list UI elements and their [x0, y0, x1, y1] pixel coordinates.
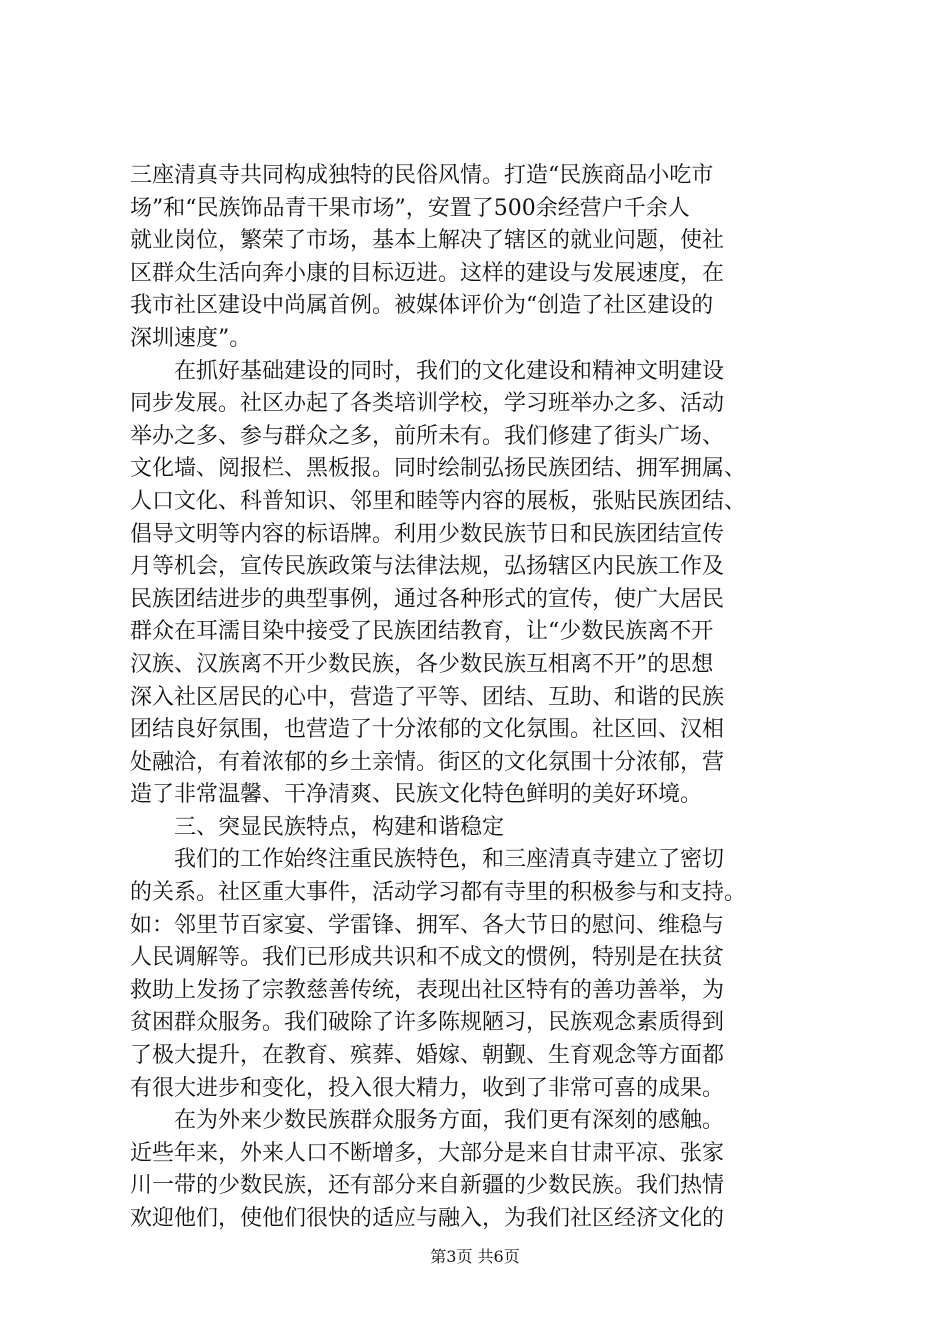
paragraph-migrant-services: 在为外来少数民族群众服务方面，我们更有深刻的感触。 近些年来，外来人口不断增多，大部分是来自甘肃平凉、张家 川一带的少数民族，还有部分来自新疆的少数民族。我们热情 欢迎他们，使他们很快的适应与融入，为我们社区经济文化的: [130, 1108, 725, 1231]
paragraph-culture: 在抓好基础建设的同时，我们的文化建设和精神文明建设 同步发展。社区办起了各类培训学校，学习班举办之多、活动 举办之多、参与群众之多，前所未有。我们修建了街头广场、 文化墙、阅报栏、黑板报。同时绘制弘扬民族团结、拥军拥属、 人口文化、科普知识、邻里和睦等内容的展板，张贴民族团结、 倡导文明等内容的标语牌。利用少数民族节日和民族团结宣传 月等机会，宣传民族政策与法律法规，弘扬辖区内民族工作及 民族团结进步的典型事例，通过各种形式的宣传，使广大居民 群众在耳濡目染中接受了民族团结教育，让“少数民族离不开 汉族、汉族离不开少数民族，各少数民族互相离不开”的思想 深入社区居民的心中，营造了平等、团结、互助、和谐的民族 团结良好氛围，也营造了十分浓郁的文化氛围。社区回、汉相 处融洽，有着浓郁的乡土亲情。街区的文化氛围十分浓郁，营 造了非常温馨、干净清爽、民族文化特色鲜明的美好环境。: [130, 358, 747, 808]
document-body: [130, 160, 830, 1236]
page-footer: 第3页 共6页: [430, 1247, 520, 1266]
paragraph-mosque-relations: 我们的工作始终注重民族特色，和三座清真寺建立了密切 的关系。社区重大事件，活动学习都有寺里的积极参与和支持。 如：邻里节百家宴、学雷锋、拥军、各大节日的慰问、维稳与 人民调解等。我们已形成共识和不成文的惯例，特别是在扶贫 救助上发扬了宗教慈善传统，表现出社区特有的善功善举，为 贫困群众服务。我们破除了许多陈规陋习，民族观念素质得到 了极大提升，在教育、殡葬、婚嫁、朝觐、生育观念等方面都 有很大进步和变化，投入很大精力，收到了非常可喜的成果。: [130, 847, 747, 1101]
section-heading: 三、突显民族特点，构建和谐稳定: [130, 814, 505, 840]
paragraph-market: 三座清真寺共同构成独特的民俗风情。打造“民族商品小吃市 场”和“民族饰品青干果市场”，安置了500余经营户千余人 就业岗位，繁荣了市场，基本上解决了辖区的就业问题，使社 区群众生活向奔小康的目标迈进。这样的建设与发展速度，在 我市社区建设中尚属首例。被媒体评价为“创造了社区建设的 深圳速度”。: [130, 163, 725, 351]
